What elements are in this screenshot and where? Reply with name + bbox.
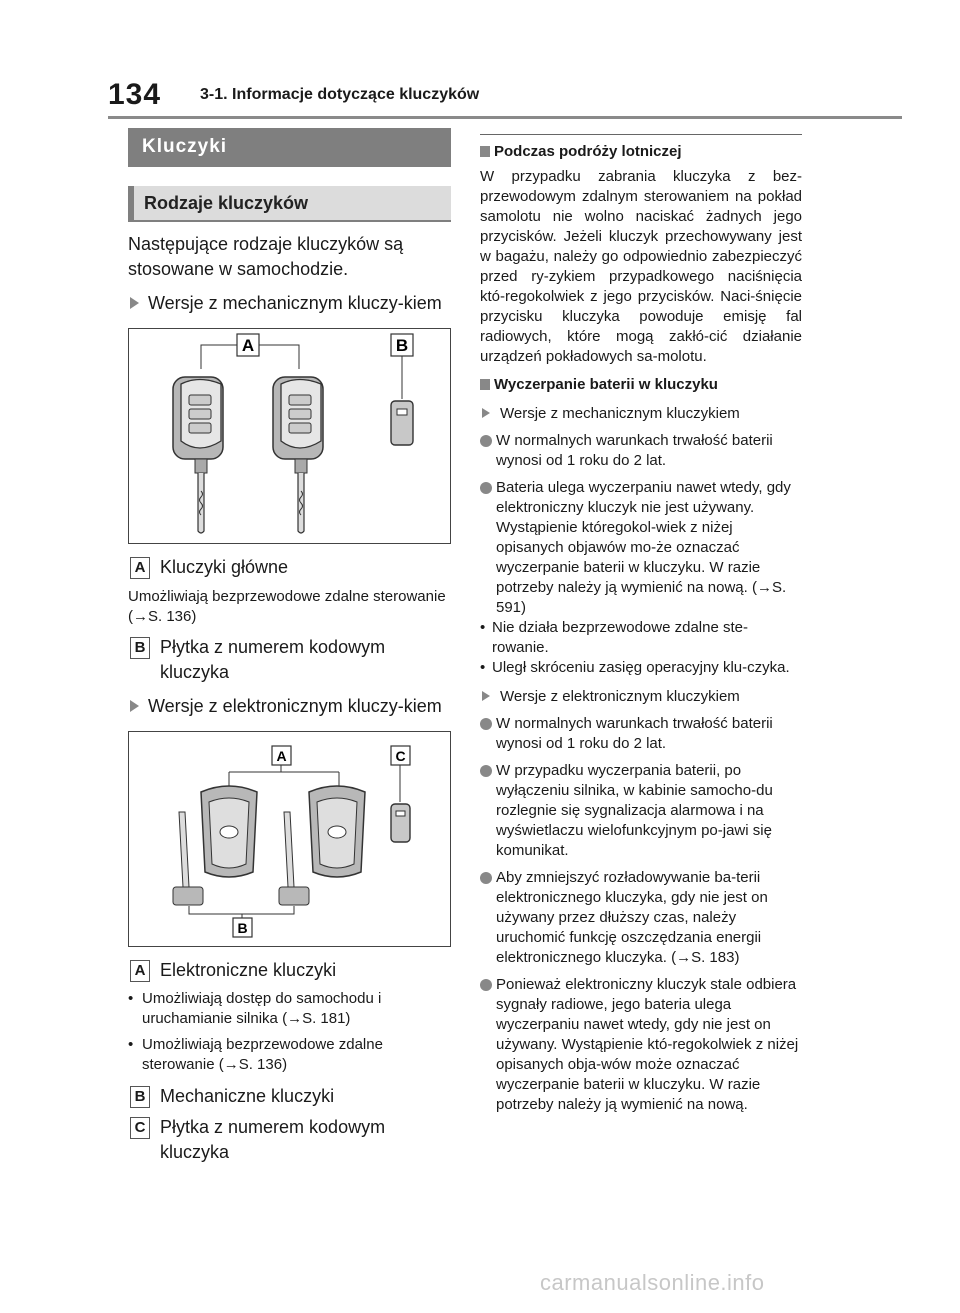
battery-heading-text: Wyczerpanie baterii w kluczyku [494, 376, 718, 393]
section-title-bar [128, 128, 451, 167]
label-b-box [233, 918, 252, 937]
battery-elec-heading-text: Wersje z elektronicznym kluczykiem [500, 688, 740, 705]
watermark: carmanualsonline.info [540, 1270, 765, 1295]
square-bullet-icon [480, 146, 490, 157]
fig1-item-a [128, 555, 451, 580]
left-column [128, 128, 451, 1165]
fig2-note-1-text: Umożliwiają dostęp do samochodu i uruchamianie silnika (→S. 181) [142, 990, 382, 1027]
label-b-box [391, 334, 413, 356]
mechanical-key-2-icon [279, 812, 309, 905]
circle-bullet-icon [480, 718, 492, 730]
battery-mech-item-2 [480, 478, 802, 618]
electronic-keys-illustration [129, 732, 450, 946]
air-travel-heading-text: Podczas podróży lotniczej [494, 143, 682, 160]
battery-elec-item-2 [480, 761, 802, 861]
intro-text: Następujące rodzaje kluczyków są stosowane w samochodzie. [128, 234, 404, 279]
circle-bullet-icon [480, 979, 492, 991]
running-head: 3-1. Informacje dotyczące kluczyków [200, 86, 480, 103]
fig1-item-a-note: Umożliwiają bezprzewodowe zdalne sterowanie (→S. 136) [128, 588, 446, 625]
right-column-rule [480, 134, 802, 135]
smart-key-1-icon [201, 786, 257, 877]
circle-bullet-icon [480, 872, 492, 884]
section-title: Kluczyki [142, 136, 228, 157]
battery-mech-heading [480, 404, 802, 424]
subsection-title-bar [128, 186, 451, 222]
page-number: 134 [108, 78, 162, 111]
battery-mech-item-1 [480, 431, 802, 471]
elec-version-heading-text: Wersje z elektronicznym kluczy-kiem [148, 696, 442, 716]
battery-elec-item-1 [480, 714, 802, 754]
svg-text:C: C [395, 748, 406, 764]
battery-elec-heading [480, 687, 802, 707]
triangle-bullet-icon [130, 297, 139, 309]
fig2-item-b-text: Mechaniczne kluczyki [160, 1086, 335, 1106]
main-key-1-icon [173, 377, 223, 533]
mechanical-keys-figure [128, 328, 451, 544]
air-travel-heading [480, 142, 802, 162]
fig2-note-2: • Umożliwiają bezprzewodowe zdalne sterowanie (→S. 136) [128, 1036, 383, 1073]
letter-box-b: B [130, 637, 150, 659]
fig2-item-c-text: Płytka z numerem kodowym kluczyka [160, 1117, 386, 1162]
circle-bullet-icon [480, 435, 492, 447]
fig2-item-b [128, 1084, 451, 1109]
electronic-keys-figure [128, 731, 451, 947]
battery-elec-item-4-text: Ponieważ elektroniczny kluczyk stale odbiera sygnały radiowe, jego bateria ulega wyczerpaniu nawet wtedy, gdy nie jest on używany. Wystąpienie któ-regokolwiek z niżej opisanych obja-wów może oznaczać wyczerpanie baterii w kluczyku. W razie potrzeby należy ją wymienić na nową. [496, 976, 799, 1113]
fig2-item-a [128, 958, 451, 983]
subsection-title: Rodzaje kluczyków [144, 193, 309, 213]
letter-box-a: A [130, 960, 150, 982]
mechanical-keys-illustration [129, 329, 450, 543]
header-rule [108, 116, 902, 119]
label-a-box [272, 746, 291, 765]
battery-elec-item-2-text: W przypadku wyczerpania baterii, po wyłączeniu silnika, w kabinie samocho-du rozlegnie się sygnalizacja alarmowa i na wyświetlaczu wielofunkcyjnym po-jawi się komunikat. [496, 762, 773, 859]
letter-box-a: A [130, 557, 150, 579]
battery-elec-item-1-text: W normalnych warunkach trwałość baterii wynosi od 1 roku do 2 lat. [496, 715, 773, 752]
letter-box-c: C [130, 1117, 150, 1139]
battery-symptom-1-text: Nie działa bezprzewodowe zdalne ste-rowanie. [492, 619, 748, 656]
fig2-note-1: • Umożliwiają dostęp do samochodu i uruchamianie silnika (→S. 181) [128, 990, 382, 1027]
mech-version-heading-text: Wersje z mechanicznym kluczy-kiem [148, 293, 442, 313]
svg-text:B: B [237, 920, 248, 936]
label-a-box [237, 334, 259, 356]
battery-elec-item-3 [480, 868, 802, 968]
air-travel-text: W przypadku zabrania kluczyka z bez-przewodowym zdalnym sterowaniem na pokład samolotu nie wolno naciskać żadnych jego przycisków. Jeżeli kluczyk przechowywany jest w bagażu, należy go odpowiednio zabezpieczyć przed ry-zykiem przypadkowego naciśnięcia któ-regokolwiek z jego przycisków. Naci-śnięcie przycisku kluczyka powoduje emisję fal radiowych, które mogą zakłó-cić działanie urządzeń pokładowych sa-molotu. [480, 168, 802, 365]
triangle-bullet-icon [482, 691, 490, 701]
smart-key-2-icon [309, 786, 365, 877]
label-c-box [391, 746, 410, 765]
mech-version-heading [128, 291, 451, 316]
battery-mech-item-1-text: W normalnych warunkach trwałość baterii wynosi od 1 roku do 2 lat. [496, 432, 773, 469]
key-number-plate-icon [391, 401, 413, 445]
triangle-bullet-icon [130, 700, 139, 712]
triangle-bullet-icon [482, 408, 490, 418]
svg-text:A: A [276, 748, 287, 764]
fig1-item-b-text: Płytka z numerem kodowym kluczyka [160, 637, 386, 682]
battery-symptom-2: • Uległ skróceniu zasięg operacyjny klu-czyka. [480, 659, 790, 676]
fig2-item-a-text: Elektroniczne kluczyki [160, 960, 337, 980]
circle-bullet-icon [480, 482, 492, 494]
battery-symptom-2-text: Uległ skróceniu zasięg operacyjny klu-czyka. [492, 659, 790, 676]
svg-text:A: A [241, 336, 255, 355]
circle-bullet-icon [480, 765, 492, 777]
right-column [480, 134, 802, 1115]
battery-elec-item-4 [480, 975, 802, 1115]
letter-box-b: B [130, 1086, 150, 1108]
battery-elec-item-3-text: Aby zmniejszyć rozładowywanie ba-terii elektronicznego kluczyka, gdy nie jest on używany przez dłuższy czas, należy uruchomić funkcję oszczędzania energii elektronicznego kluczyka. (→S. 183) [496, 869, 768, 966]
square-bullet-icon [480, 379, 490, 390]
svg-text:B: B [395, 336, 409, 355]
battery-symptom-1: • Nie działa bezprzewodowe zdalne ste-rowanie. [480, 619, 748, 656]
fig1-item-a-text: Kluczyki główne [160, 557, 289, 577]
battery-mech-heading-text: Wersje z mechanicznym kluczykiem [500, 405, 740, 422]
fig2-note-2-text: Umożliwiają bezprzewodowe zdalne sterowanie (→S. 136) [142, 1036, 383, 1073]
key-number-plate-icon [391, 804, 410, 842]
mechanical-key-1-icon [173, 812, 203, 905]
fig1-item-b [128, 635, 451, 685]
main-key-2-icon [273, 377, 323, 533]
battery-mech-item-2-text: Bateria ulega wyczerpaniu nawet wtedy, gdy elektroniczny kluczyk nie jest używany. Wystąpienie któregokol-wiek z niżej opisanych objawów mo-że oznaczać wyczerpanie baterii w kluczyku. W razie potrzeby należy ją wymienić na nową. (→S. 591) [496, 479, 791, 616]
elec-version-heading [128, 694, 451, 719]
fig2-item-c [128, 1115, 451, 1165]
battery-heading [480, 375, 802, 395]
